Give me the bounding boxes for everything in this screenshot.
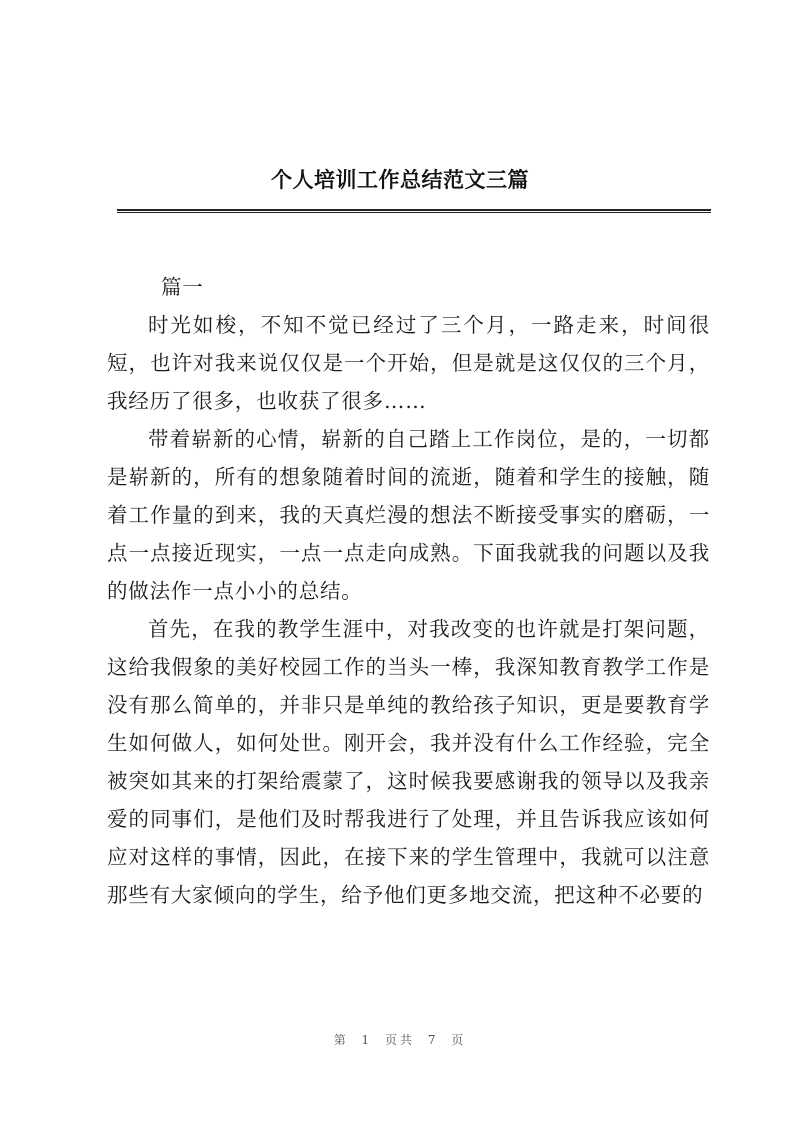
document-body [107,268,710,914]
page-footer: 第 1 页共 7 页 [333,1033,467,1047]
paragraph-3: 首先，在我的教学生涯中，对我改变的也许就是打架问题，这给我假象的美好校园工作的当头一棒，我深知教育教学工作是没有那么简单的，并非只是单纯的教给孩子知识，更是要教育学生如何做人，如何处世。刚开会，我并没有什么工作经验，完全被突如其来的打架给震蒙了，这时候我要感谢我的领导以及我亲爱的同事们，是他们及时帮我进行了处理，并且告诉我应该如何应对这样的事情，因此，在接下来的学生管理中，我就可以注意那些有大家倾向的学生，给予他们更多地交流，把这种不必要的 [107,617,710,907]
section-heading: 篇一 [161,275,204,299]
paragraph-2: 带着崭新的心情，崭新的自己踏上工作岗位，是的，一切都是崭新的，所有的想象随着时间的流逝，随着和学生的接触，随着工作量的到来，我的天真烂漫的想法不断接受事实的磨砺，一点一点接近现实，一点一点走向成熟。下面我就我的问题以及我的做法作一点小小的总结。 [107,427,710,603]
title-divider [117,209,711,213]
document-title: 个人培训工作总结范文三篇 [271,168,529,192]
paragraph-1: 时光如梭，不知不觉已经过了三个月，一路走来，时间很短，也许对我来说仅仅是一个开始，但是就是这仅仅的三个月，我经历了很多，也收获了很多…… [107,313,710,413]
